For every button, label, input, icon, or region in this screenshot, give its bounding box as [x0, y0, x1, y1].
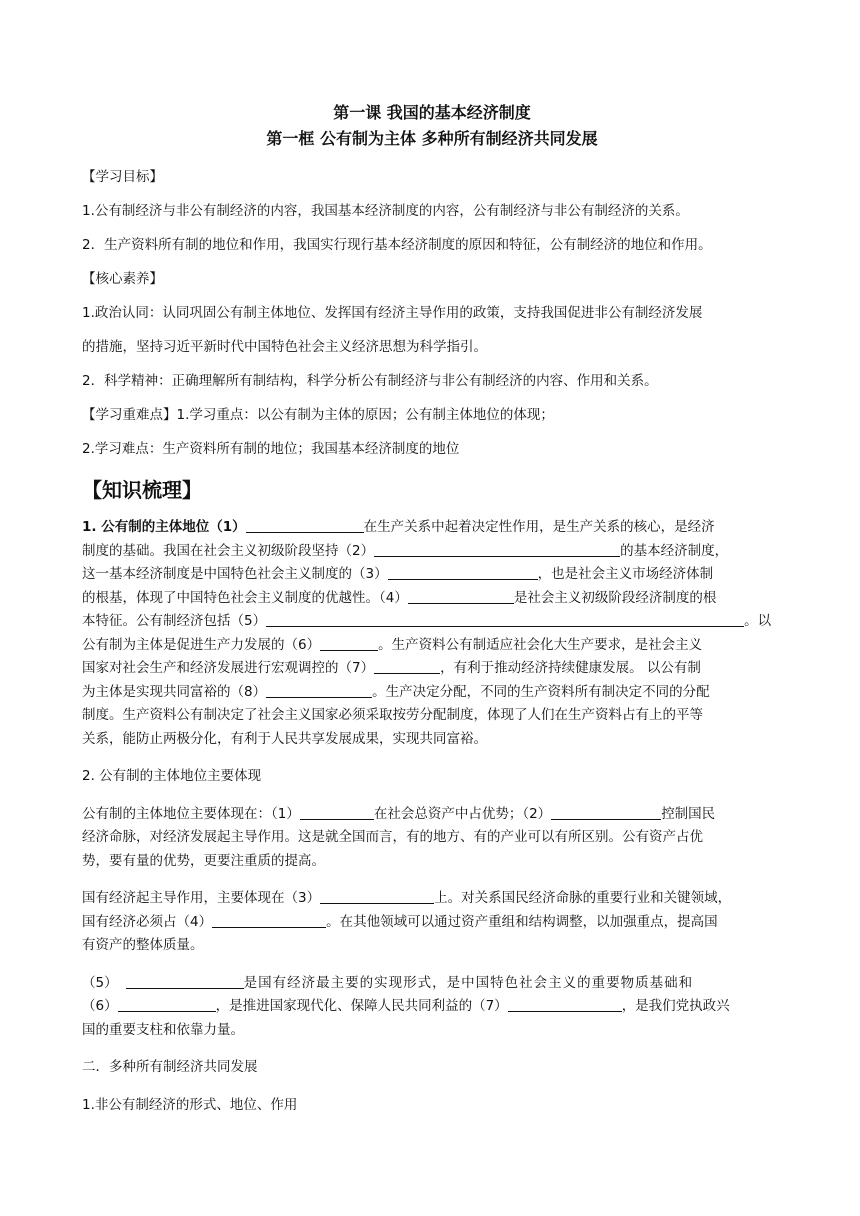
fill-blank-p4-1[interactable] [320, 889, 434, 904]
fill-blank-5[interactable] [266, 612, 744, 627]
literacy-item-2: 2．科学精神：正确理解所有制结构，科学分析公有制经济与非公有制经济的内容、作用和关系。 [82, 373, 658, 389]
p1-text-l: 。生产资料公有制适应社会化大生产要求，是社会主义 [378, 636, 703, 653]
p1-text-p: 。生产决定分配，不同的生产资料所有制决定不同的分配 [372, 683, 710, 700]
p1-text-j: 。以 [744, 613, 772, 629]
fill-blank-p5-2[interactable] [118, 997, 216, 1012]
knowledge-paragraph-3 [82, 803, 782, 874]
p5-text-b: 是国有经济最主要的实现形式，是中国特色社会主义的重要物质基础和 [243, 974, 694, 991]
p1-text-f: ，也是社会主义市场经济体制 [537, 566, 714, 582]
section-2-subheading: 1.非公有制经济的形式、地位、作用 [82, 1096, 298, 1113]
objective-item-2: 2．生产资料所有制的地位和作用，我国实行现行基本经济制度的原因和特征，公有制经济的地位和作用。 [82, 237, 712, 253]
section-2-heading: 二．多种所有制经济共同发展 [82, 1059, 258, 1075]
p1-text-n: ，有利于推动经济持续健康发展。 以公有制 [440, 660, 701, 676]
lesson-title: 第一课 我国的基本经济制度 [333, 103, 531, 122]
p5-text-f: 国的重要支柱和依靠力量。 [82, 1021, 244, 1038]
p4-text-e: 有资产的整体质量。 [82, 937, 204, 953]
section-2-sub-block [82, 1094, 782, 1118]
p4-text-c: 国有经济必须占（4） [82, 913, 213, 930]
fill-blank-6[interactable] [320, 636, 378, 651]
p1-text-c: 制度的基础。我国在社会主义初级阶段坚持（2） [82, 542, 375, 559]
p1-text-b: 在生产关系中起着决定性作用，是生产关系的核心，是经济 [363, 519, 715, 535]
p4-text-a: 国有经济起主导作用，主要体现在（3） [82, 890, 321, 906]
p5-text-c: （6） [82, 998, 118, 1014]
knowledge-paragraph-4 [82, 887, 782, 958]
p1-text-d: 的基本经济制度， [620, 542, 729, 559]
p1-text-o: 为主体是实现共同富裕的（8） [82, 683, 267, 700]
p4-text-d: 。在其他领域可以通过资产重组和结构调整，以加强重点，提高国 [326, 913, 718, 930]
p3-text-b: 在社会总资产中占优势；（2） [373, 805, 552, 822]
frame-title: 第一框 公有制为主体 多种所有制经济共同发展 [266, 129, 598, 148]
p1-text-q: 制度。生产资料公有制决定了社会主义国家必须采取按劳分配制度，体现了人们在生产资料占有上的平等 [82, 707, 703, 723]
p1-text-a: 1. 公有制的主体地位（1） [82, 519, 246, 535]
keypoints-line-1: 【学习重难点】1.学习重点：以公有制为主体的原因；公有制主体地位的体现； [82, 407, 554, 423]
objective-item-1: 1.公有制经济与非公有制经济的内容，我国基本经济制度的内容，公有制经济与非公有制经济的关系。 [82, 203, 689, 219]
p3-text-a: 公有制的主体地位主要体现在：（1） [82, 805, 300, 822]
p1-text-g: 的根基，体现了中国特色社会主义制度的优越性。（4） [82, 589, 408, 606]
keypoints-line-2: 2.学习难点：生产资料所有制的地位；我国基本经济制度的地位 [82, 441, 460, 457]
p3-text-d: 经济命脉，对经济发展起主导作用。这是就全国而言，有的地方、有的产业可以有所区别。公有资产占优 [82, 829, 703, 845]
knowledge-heading: 【知识梳理】 [82, 478, 202, 502]
fill-blank-8[interactable] [266, 683, 372, 698]
p2-heading: 2. 公有制的主体地位主要体现 [82, 768, 262, 784]
fill-blank-3[interactable] [388, 565, 538, 580]
literacy-item-1-line-1: 1.政治认同：认同巩固公有制主体地位、发挥国有经济主导作用的政策，支持我国促进非公有制经济发展 [82, 305, 703, 321]
fill-blank-2[interactable] [374, 542, 620, 557]
p4-text-b: 上。对关系国民经济命脉的重要行业和关键领域， [434, 890, 732, 906]
fill-blank-1[interactable] [246, 518, 364, 533]
p5-text-e: ，是我们党执政兴 [621, 998, 730, 1014]
fill-blank-7[interactable] [374, 659, 440, 674]
worksheet-page [82, 100, 782, 1131]
knowledge-heading-2 [82, 765, 782, 789]
fill-blank-p4-2[interactable] [212, 913, 326, 928]
fill-blank-4[interactable] [408, 589, 514, 604]
p1-text-m: 国家对社会生产和经济发展进行宏观调控的（7） [82, 660, 375, 676]
objectives-heading: 【学习目标】 [82, 169, 163, 185]
section-2-heading-block [82, 1056, 782, 1080]
fill-blank-p3-1[interactable] [300, 805, 374, 820]
p1-text-i: 本特征。公有制经济包括（5） [82, 613, 267, 629]
p3-text-e: 势，要有量的优势，更要注重质的提高。 [82, 852, 325, 869]
p1-text-k: 公有制为主体是促进生产力发展的（6） [82, 636, 321, 653]
p1-text-e: 这一基本经济制度是中国特色社会主义制度的（3） [82, 566, 388, 582]
fill-blank-p5-3[interactable] [508, 997, 622, 1012]
literacy-heading: 【核心素养】 [82, 271, 163, 287]
literacy-item-1-line-2: 的措施，坚持习近平新时代中国特色社会主义经济思想为科学指引。 [82, 339, 487, 355]
p5-text-a: （5） [82, 974, 118, 991]
knowledge-paragraph-5 [82, 972, 782, 1043]
p1-text-h: 是社会主义初级阶段经济制度的根 [513, 589, 717, 606]
knowledge-paragraph-1 [82, 516, 782, 751]
p5-text-d: ，是推进国家现代化、保障人民共同利益的（7） [215, 998, 508, 1014]
p1-text-r: 关系，能防止两极分化，有利于人民共享发展成果，实现共同富裕。 [82, 730, 487, 747]
fill-blank-p3-2[interactable] [551, 805, 661, 820]
fill-blank-p5-1[interactable] [126, 974, 244, 989]
p3-text-c: 控制国民 [661, 805, 716, 822]
